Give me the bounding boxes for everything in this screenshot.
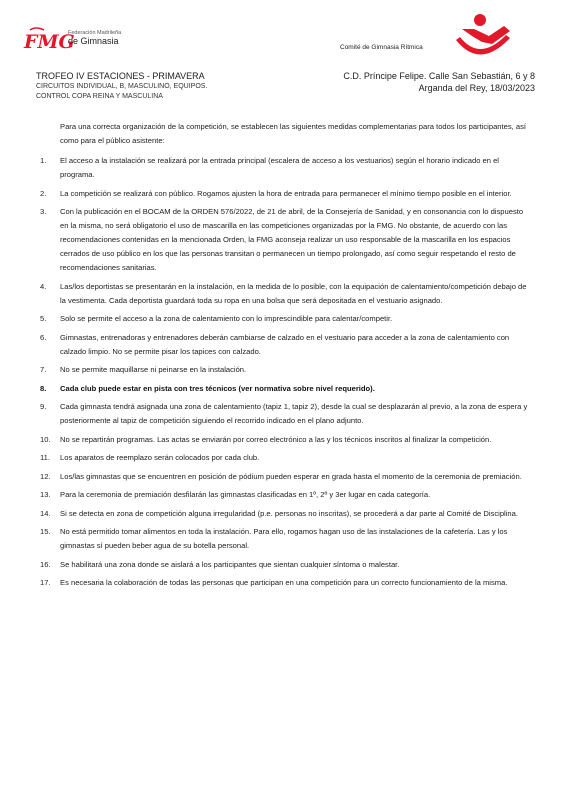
rule-number: 2. [40, 188, 47, 198]
rule-text: No se permite maquillarse ni peinarse en la instalación. [60, 365, 247, 374]
committee-label: Comité de Gimnasia Rítmica [340, 44, 423, 51]
rule-item [36, 280, 532, 308]
rule-text: Cada gimnasta tendrá asignada una zona de calentamiento (tapiz 1, tapiz 2), desde la cual se desplazarán al previo, a la zona de espera y posteriormente al tapiz de competición siguiendo el recorrido indicado en el plano adjunto. [60, 402, 528, 425]
event-title: TROFEO IV ESTACIONES - PRIMAVERA [36, 71, 205, 81]
rule-item [36, 382, 532, 396]
rule-number: 13. [40, 490, 51, 499]
rule-text: La competición se realizará con público. Rogamos ajusten la hora de entrada para permanecer el mínimo tiempo posible en el interior. [60, 188, 512, 198]
rule-item [36, 331, 532, 359]
rule-text: Los/las gimnastas que se encuentren en posición de pódium pueden esperar en grada hasta el momento de la ceremonia de premiación. [60, 471, 522, 481]
rule-text: Para la ceremonia de premiación desfilarán las gimnastas clasificadas en 1º, 2º y 3er lugar en cada categoría. [60, 490, 431, 499]
rule-item [36, 558, 532, 572]
rule-text: No está permitido tomar alimentos en toda la instalación. Para ello, rogamos hagan uso de las instalaciones de la cafetería. Las y los gimnastas sí pueden beber agua de su botella personal. [60, 527, 508, 550]
rule-item [36, 507, 532, 521]
intro-paragraph: Para una correcta organización de la competición, se establecen las siguientes medidas complementarias para todos los participantes, así como para el público asistente: [60, 122, 527, 145]
fmg-name-line1: Federación Madrileña [68, 30, 122, 36]
event-subtitle-1: CIRCUITOS INDIVIDUAL, B, MASCULINO, EQUIPOS. [36, 83, 208, 90]
rule-text: No se repartirán programas. Las actas se enviarán por correo electrónico a las y los técnicos inscritos al finalizar la competición. [60, 434, 492, 444]
rule-item [36, 488, 532, 502]
rule-text: Se habilitará una zona donde se aislará a los participantes que sientan cualquier síntoma o malestar. [60, 559, 400, 569]
venue-header [275, 70, 535, 94]
rule-text: Es necesaria la colaboración de todas las personas que participan en una competición para un correcto funcionamiento de la misma. [60, 578, 508, 587]
rule-number: 11. [40, 453, 50, 462]
rules-list [36, 154, 532, 595]
rule-number: 16. [40, 559, 51, 569]
rule-item [36, 451, 532, 465]
rule-item [36, 187, 532, 201]
rule-number: 1. [40, 156, 47, 165]
rule-number: 5. [40, 314, 47, 323]
rule-item [36, 312, 532, 326]
venue-city-date: Arganda del Rey, 18/03/2023 [418, 83, 535, 93]
rule-text: Con la publicación en el BOCAM de la ORDEN 576/2022, de 21 de abril, de la Consejería de Sanidad, y en consonancia con lo dispuesto en la misma, no será obligatorio el uso de mascarilla en las competiciones organizadas por la FMG. No obstante, de acuerdo con las recomendaciones contenidas en la mencionada Orden, la FMG aconseja realizar un uso responsable de la mascarilla en los espacios cerrados de uso público en los que las personas transitan o permanecen un tiempo prolongado, así como seguir respetando el resto de recomendaciones sanitarias. [60, 207, 524, 272]
rule-number: 15. [40, 527, 51, 536]
rule-number: 3. [40, 207, 47, 216]
venue-address: C.D. Príncipe Felipe. Calle San Sebastián, 6 y 8 [343, 71, 535, 81]
rule-item [36, 154, 532, 182]
event-header [36, 70, 296, 102]
fmg-name-line2: de Gimnasia [68, 36, 119, 46]
rule-number: 12. [40, 471, 51, 481]
rule-item [36, 576, 532, 590]
gymnast-logo-icon [452, 12, 514, 64]
rule-item [36, 433, 532, 447]
rule-number: 8. [40, 383, 47, 393]
rule-number: 14. [40, 508, 51, 518]
rule-number: 7. [40, 365, 47, 374]
event-subtitle-2: CONTROL COPA REINA Y MASCULINA [36, 93, 163, 100]
rule-item [36, 400, 532, 428]
rule-item [36, 363, 532, 377]
rule-number: 17. [40, 578, 51, 587]
rule-number: 9. [40, 402, 47, 411]
rule-text: Gimnastas, entrenadoras y entrenadores deberán cambiarse de calzado en el vestuario para acceder a la zona de calentamiento con calzado limpio. No se permite pisar los tapices con calzado. [60, 332, 510, 356]
rule-number: 10. [40, 434, 51, 444]
fmg-name [68, 30, 148, 46]
rule-item [36, 525, 532, 553]
rule-text: Si se detecta en zona de competición alguna irregularidad (p.e. personas no inscritas), se procederá a dar parte al Comité de Disciplina. [60, 508, 518, 518]
rule-text: Los aparatos de reemplazo serán colocados por cada club. [60, 453, 260, 462]
rule-text: El acceso a la instalación se realizará por la entrada principal (escalera de acceso a los vestuarios) según el horario indicado en el programa. [60, 156, 499, 179]
rule-text: Solo se permite el acceso a la zona de calentamiento con lo imprescindible para calentar/competir. [60, 314, 393, 323]
svg-text:FMG: FMG [24, 31, 75, 53]
rule-item [36, 205, 532, 275]
rule-text: Las/los deportistas se presentarán en la instalación, en la medida de lo posible, con la equipación de calentamiento/competición debajo de la vestimenta. Cada deportista guardará toda su ropa en una bolsa que será depositada en el vestuario asignado. [60, 281, 527, 305]
rule-text: Cada club puede estar en pista con tres técnicos (ver normativa sobre nivel requerido). [60, 383, 375, 393]
rule-item [36, 470, 532, 484]
rule-number: 4. [40, 281, 47, 291]
rule-number: 6. [40, 332, 47, 342]
